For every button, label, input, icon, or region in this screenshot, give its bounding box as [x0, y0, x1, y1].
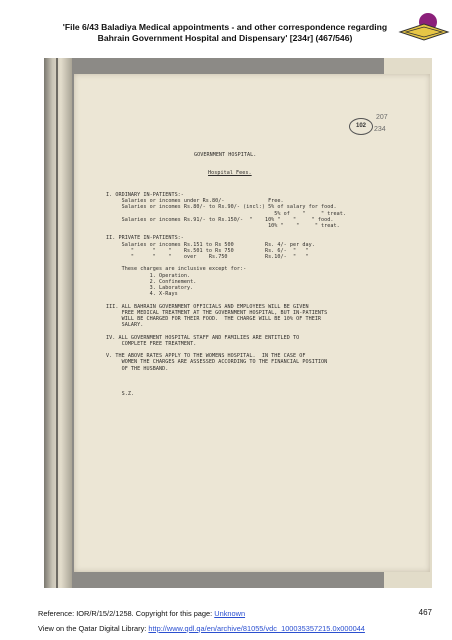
document-line: WILL BE CHARGED FOR THEIR FOOD. THE CHARGE WILL BE 10% OF THEIR — [106, 316, 322, 323]
document-line: IV. ALL GOVERNMENT HOSPITAL STAFF AND FAMILIES ARE ENTITLED TO — [106, 334, 300, 341]
document-line: SALARY. — [106, 322, 144, 329]
document-line: These charges are inclusive except for:- — [106, 266, 247, 273]
folio-stamp: 102 — [349, 118, 373, 135]
header-line-2: Bahrain Government Hospital and Dispensary' [234r] (467/546) — [97, 33, 353, 43]
document-line: OF THE HUSBAND. — [106, 365, 169, 372]
document-body — [106, 192, 346, 397]
document-line: 3. Laboratory. — [106, 285, 194, 292]
binding-edge — [44, 58, 72, 588]
folio-number-top: 207 — [376, 114, 388, 121]
page-number: 467 — [418, 608, 432, 617]
scanned-page-image — [44, 58, 432, 588]
document-line: " " " over Rs.750 Rs.10/- " " — [106, 254, 309, 261]
document-line: Salaries or incomes Rs.151 to Rs 500 Rs. 4/- per day. — [106, 241, 315, 248]
header-line-1: 'File 6/43 Baladiya Medical appointments - and other correspondence regarding — [62, 22, 388, 32]
document-line: I. ORDINARY IN-PATIENTS:- — [106, 192, 184, 198]
document-line: 2. Confinement. — [106, 278, 197, 285]
document-subtitle: Hospital Fees. — [208, 170, 252, 176]
document-header — [60, 22, 390, 44]
document-title: GOVERNMENT HOSPITAL. — [194, 152, 257, 158]
document-sheet — [74, 74, 430, 572]
document-line: 4. X-Rays — [106, 291, 178, 298]
document-line: Salaries or incomes Rs.80/- to Rs.90/- (incl:) 5% of salary for food. — [106, 204, 337, 211]
document-line: V. THE ABOVE RATES APPLY TO THE WOMENS HOSPITAL. IN THE CASE OF — [106, 353, 306, 360]
qdl-url-link[interactable]: http://www.qdl.qa/en/archive/81055/vdc_100035357215.0x000044 — [148, 624, 365, 633]
document-line: WOMEN THE CHARGES ARE ASSESSED ACCORDING TO THE FINANCIAL POSITION — [106, 359, 328, 366]
document-line: Salaries or incomes Rs.91/- to Rs.150/- " 10% " " " food. — [106, 216, 334, 223]
document-line: II. PRIVATE IN-PATIENTS:- — [106, 235, 184, 242]
document-line: III. ALL BAHRAIN GOVERNMENT OFFICIALS AND EMPLOYEES WILL BE GIVEN — [106, 303, 309, 310]
view-line — [38, 624, 365, 633]
document-line: Salaries or incomes under Rs.80/- Free. — [106, 198, 284, 205]
document-line: 1. Operation. — [106, 272, 191, 279]
copyright-link[interactable]: Unknown — [214, 609, 246, 618]
document-line: S.Z. — [106, 390, 135, 397]
document-line: 5% of " " treat. — [106, 210, 346, 217]
document-line: COMPLETE FREE TREATMENT. — [106, 340, 197, 347]
document-line: FREE MEDICAL TREATMENT AT THE GOVERNMENT HOSPITAL, BUT IN-PATIENTS — [106, 309, 328, 316]
reference-line — [38, 609, 245, 618]
document-line: " " " Rs.501 to Rs 750 Rs. 6/- " " — [106, 247, 309, 254]
reference-text: Reference: IOR/R/15/2/1258. Copyright for this page: — [38, 609, 215, 618]
view-text: View on the Qatar Digital Library: — [38, 624, 149, 633]
binding-line — [56, 58, 58, 588]
document-line: 10% " " " treat. — [106, 223, 340, 230]
qdl-logo-icon[interactable] — [398, 10, 450, 44]
folio-number-second: 234 — [374, 126, 386, 133]
